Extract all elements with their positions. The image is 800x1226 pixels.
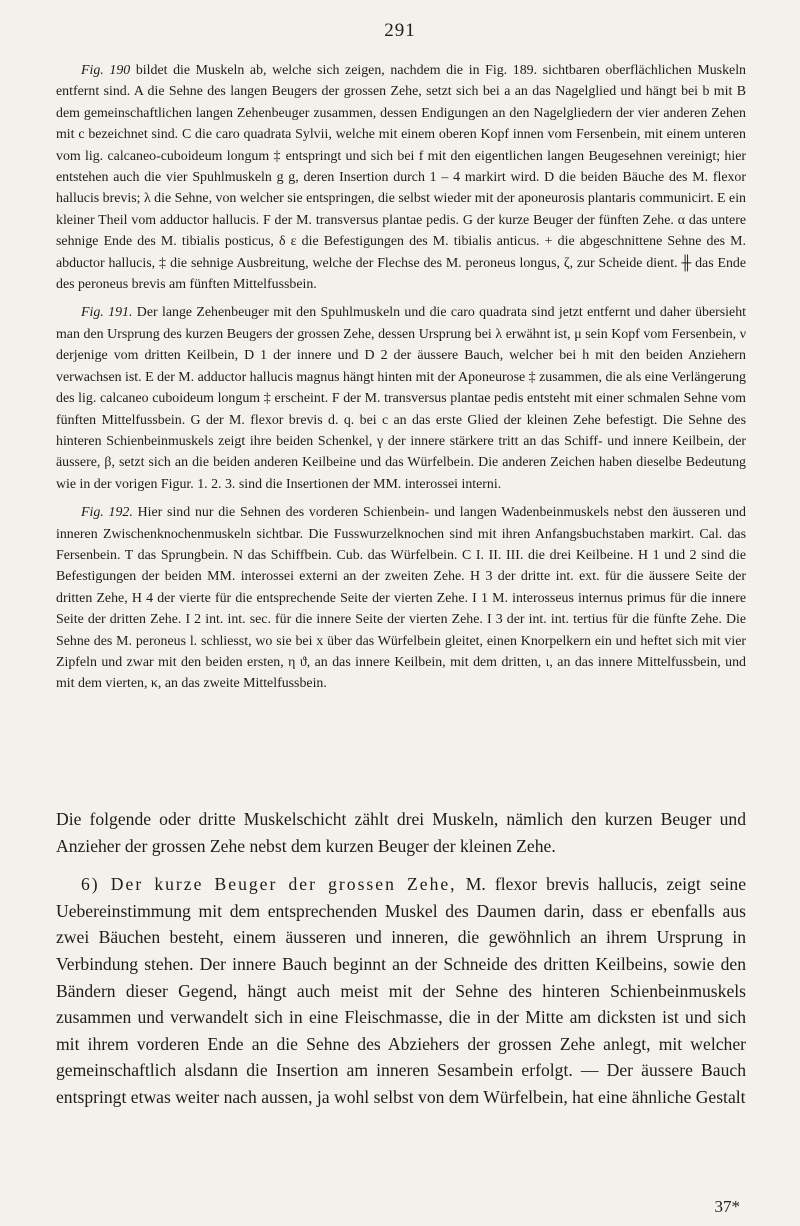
caption-text: bildet die Muskeln ab, welche sich zeigen, nachdem die in Fig. 189. sichtbaren oberflächlichen Muskeln entfernt sind. A die Sehne des langen Beugers der grossen Zehe, setzt sich bei a an das Nagelglied und hängt bei b mit B dem gemeinschaftlichen langen Zehenbeuger zusammen, dessen Endigungen an den Nagelgliedern der vier anderen Zehen mit c bezeichnet sind. C die caro quadrata Sylvii, welche mit einem oberen Kopf innen vom Fersenbein, mit einem unteren vom lig. calcaneo-cuboideum longum ‡ entspringt und sich bei f mit den eigentlichen langen Beugesehnen vereinigt; hier entstehen auch die vier Spuhlmuskeln g g, deren Insertion durch 1 – 4 markirt wird. D die beiden Bäuche des M. flexor hallucis brevis; λ die Sehne, von welcher sie entspringen, die selbst wieder mit der aponeurosis plantaris communicirt. E ein kleiner Theil vom adductor hallucis. F der M. transversus plantae pedis. G der kurze Beuger der fünften Zehe. α das untere sehnige Ende des M. tibialis posticus, δ ε die Befestigungen des M. tibialis anticus. + die abgeschnittene Sehne des M. abductor hallucis, ‡ die sehnige Ausbreitung, welche der Flechse des M. peroneus longus, ζ, zur Scheide dient. ╫ das Ende des peroneus brevis am fünften Mittelfussbein. — [56, 63, 746, 293]
caption-fig-190 — [56, 60, 746, 295]
caption-fig-191 — [56, 302, 746, 495]
body-section-6 — [56, 871, 746, 1110]
caption-lead: Fig. 191. — [81, 305, 133, 321]
body-intro-paragraph — [56, 806, 746, 859]
section-heading: 6) Der kurze Beuger der grossen Zehe, — [81, 874, 457, 895]
body-intro-text: Die folgende oder dritte Muskelschicht zählt drei Muskeln, nämlich den kurzen Beuger und Anzieher der grossen Zehe nebst dem kurzen Beuger der kleinen Zehe. — [56, 809, 746, 856]
caption-lead: Fig. 192. — [81, 505, 133, 521]
caption-lead: Fig. 190 — [81, 63, 131, 78]
caption-text: Hier sind nur die Sehnen des vorderen Schienbein- und langen Wadenbeinmuskels nebst den äusseren und inneren Zwischenknochenmuskeln sichtbar. Die Fusswurzelknochen sind mit ihren Anfangsbuchstaben markirt. Cal. das Fersenbein. T das Sprungbein. N das Schiffbein. Cub. das Würfelbein. C I. II. III. die drei Keilbeine. H 1 und 2 sind die Befestigungen der beiden MM. interossei externi an der zweiten Zehe. H 3 der dritte int. ext. für die äussere Seite der dritten Zehe, H 4 der vierte für die entsprechende Seite der vierten Zehe. I 1 M. interosseus internus primus für die innere Seite der dritten Zehe. I 2 int. int. sec. für die innere Seite der vierten Zehe. I 3 der int. int. tertius für die fünfte Zehe. Die Sehne des M. peroneus l. schliesst, wo sie bei x über das Würfelbein gleitet, einen Knorpelkern ein und heftet sich mit vier Zipfeln und zwar mit den beiden ersten, η ϑ, an das innere Keilbein, mit dem dritten, ι, an das innere Mittelfussbein, und mit dem vierten, κ, an das zweite Mittelfussbein. — [56, 505, 746, 692]
caption-fig-192 — [56, 502, 746, 695]
page-number: 291 — [384, 20, 416, 41]
body-text-block — [56, 806, 746, 1123]
section-text: M. flexor brevis hallucis, zeigt seine Uebereinstimmung mit dem entsprechenden Muskel des Daumen darin, dass er ebenfalls aus zwei Bäuchen besteht, einem äusseren und inneren, die gewöhnlich an ihrem Ursprung in Verbindung stehen. Der innere Bauch beginnt an der Schneide des dritten Keilbeins, sowie den Bändern dieser Gegend, hängt auch meist mit der Sehne des hinteren Schienbeinmuskels zusammen und verwandelt sich in eine Fleischmasse, die in der Mitte am dicksten ist und sich mit ihrem vorderen Ende an die Sehne des Abziehers der grossen Zehe anlegt, mit welcher gemeinschaftlich alsdann die Insertion am inneren Sesambein erfolgt. — Der äussere Bauch entspringt etwas weiter nach aussen, ja wohl selbst von dem Würfelbein, hat eine ähnliche Gestalt — [56, 874, 747, 1107]
signature-mark: 37* — [714, 1197, 740, 1216]
figure-caption-block — [56, 60, 746, 695]
caption-text: Der lange Zehenbeuger mit den Spuhlmuskeln und die caro quadrata sind jetzt entfernt und daher übersieht man den Ursprung des kurzen Beugers der grossen Zehe, dessen Ursprung bei λ erwähnt ist, μ sein Kopf vom Fersenbein, ν derjenige vom dritten Keilbein, D 1 der innere und D 2 der äussere Bauch, welcher bei h mit den beiden Anziehern verwachsen ist. E der M. adductor hallucis magnus hängt hinten mit der Aponeurose ‡ zusammen, die als eine Verlängerung des lig. calcaneo cuboideum longum ‡ erscheint. F der M. transversus plantae pedis entsteht mit einer schmalen Sehne vom fünften Mittelfussbein. G der M. flexor brevis d. q. bei c an das erste Glied der kleinen Zehe befestigt. Die Sehne des hinteren Schienbeinmuskels zeigt ihre beiden Schenkel, γ der innere stärkere tritt an das Schiff- und innere Keilbein, der äussere, β, setzt sich an die beiden anderen Keilbeine und das Würfelbein. Die anderen Zeichen haben dieselbe Bedeutung wie in der vorigen Figur. 1. 2. 3. sind die Insertionen der MM. interossei interni. — [56, 305, 746, 492]
